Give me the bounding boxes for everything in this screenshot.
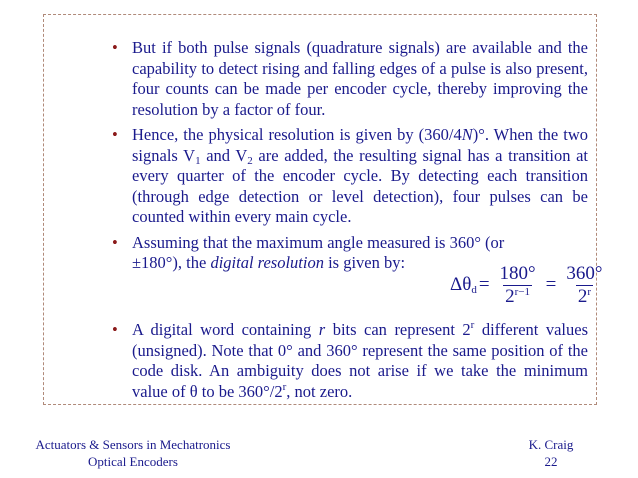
footer-course-title: Actuators & Sensors in Mechatronics	[35, 437, 231, 452]
bullet-dot: •	[112, 38, 118, 57]
bullet-text: But if both pulse signals (quadrature signals) are available and the capability to detect rising and falling edges of a pulse is also present, four counts can be made per encoder cycle, thereby improving the resolution by a factor of four.	[132, 38, 588, 119]
bullet-quadrature	[112, 38, 588, 120]
bullet-dot: •	[112, 232, 118, 252]
formula-lhs: $\Delta\theta_d$	[450, 273, 477, 296]
bullet-list	[112, 38, 603, 407]
footer-topic: Optical Encoders	[88, 454, 178, 469]
bullet-dot: •	[112, 125, 118, 144]
bullet-physical-resolution	[112, 125, 588, 228]
footer-course	[18, 436, 248, 470]
footer-page-number: 22	[544, 454, 558, 469]
formula-equals: =	[478, 273, 490, 295]
bullet-text: A digital word containing r bits can represent 2$^r$ different values (unsigned). Note that 0° and 360° represent the same position of the code disk. An ambiguity does not arise if we take the minimum value of θ to be 360°/2$^r$, not zero.	[132, 319, 589, 401]
bullet-dot: •	[112, 320, 118, 339]
formula-equals: =	[545, 273, 557, 295]
bullet-digital-word	[112, 320, 588, 402]
formula-line: ±180°), the digital resolution is given by: $\Delta\theta_d$ = $\frac{180^\circ}{2^{r-1}}$ = $\frac{360^\circ}{2^r}$	[132, 253, 588, 315]
bullet-text: Hence, the physical resolution is given by (360/4N)°. When the two signals $V_1$ and $V_2$ are added, the resulting signal has a transition at every quarter of the encoder cycle. By detecting each transition (through edge detection or level detection), four pulses can be counted within every main cycle.	[132, 125, 588, 226]
fraction-180: $\frac{180^\circ}{2^{r-1}}$	[499, 262, 536, 307]
footer-author-name: K. Craig	[528, 437, 574, 452]
bullet-text: Assuming that the maximum angle measured is 360° (or	[132, 232, 505, 252]
resolution-formula	[450, 257, 610, 313]
footer-author	[516, 436, 586, 470]
fraction-360: $\frac{360^\circ}{2^r}$	[566, 262, 603, 307]
bullet-digital-resolution	[112, 232, 603, 316]
